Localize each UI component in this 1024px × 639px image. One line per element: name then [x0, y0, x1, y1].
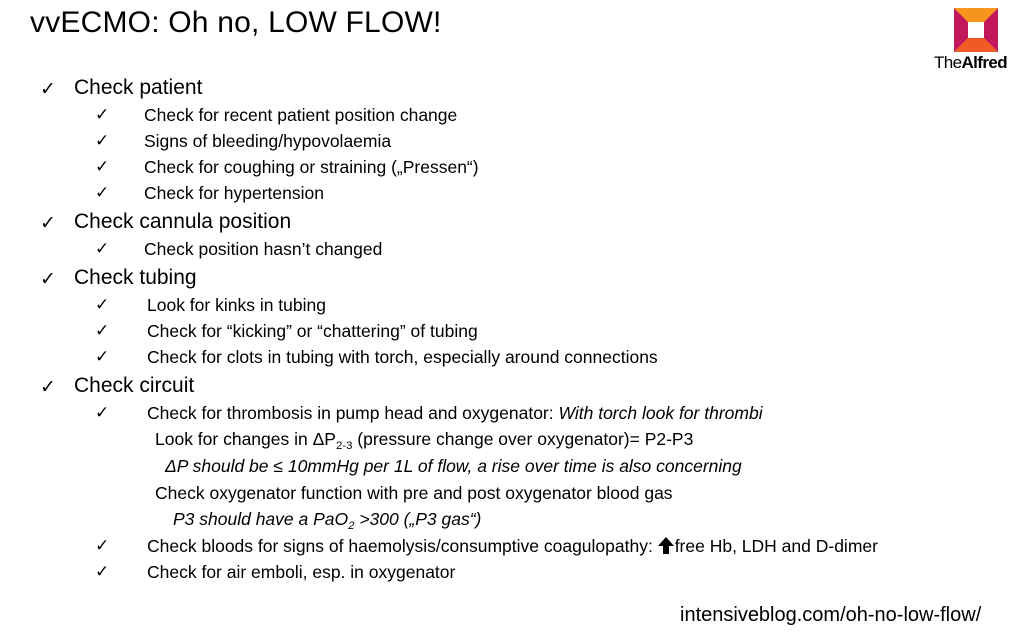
check-icon: ✓	[95, 239, 110, 258]
check-icon: ✓	[95, 157, 110, 176]
logo-text: TheAlfred	[934, 53, 1008, 72]
p3-gas-note: P3 should have a PaO$_2$ >300 („P3 gas“)	[173, 509, 482, 532]
source-url: intensiveblog.com/oh-no-low-flow/	[680, 604, 982, 626]
check-icon: ✓	[95, 295, 110, 314]
up-arrow-icon	[658, 537, 674, 559]
alfred-cross-logo-icon	[954, 8, 998, 52]
check-icon: ✓	[95, 131, 110, 150]
check-icon: ✓	[40, 79, 56, 100]
check-icon: ✓	[95, 536, 110, 555]
check-icon: ✓	[95, 105, 110, 124]
check-icon: ✓	[95, 321, 110, 340]
check-icon: ✓	[95, 403, 110, 422]
check-icon: ✓	[40, 269, 56, 290]
delta-p-line: Look for changes in $\Delta P_{2-3}$ (pressure change over oxygenator)= P2-P3	[155, 429, 694, 452]
check-icon: ✓	[95, 347, 110, 366]
delta-p-note: ΔP should be ≤ 10mmHg per 1L of flow, a rise over time is also concerning	[165, 456, 742, 476]
slide-title: vvECMO: Oh no, LOW FLOW!	[30, 6, 442, 39]
check-icon: ✓	[40, 377, 56, 398]
oxygenator-function-line: Check oxygenator function with pre and post oxygenator blood gas	[155, 483, 673, 503]
check-icon: ✓	[95, 183, 110, 202]
check-icon: ✓	[40, 213, 56, 234]
alfred-logo	[934, 8, 1018, 74]
thrombosis-emphasis: Check for thrombosis	[147, 403, 313, 423]
check-icon: ✓	[95, 562, 110, 581]
